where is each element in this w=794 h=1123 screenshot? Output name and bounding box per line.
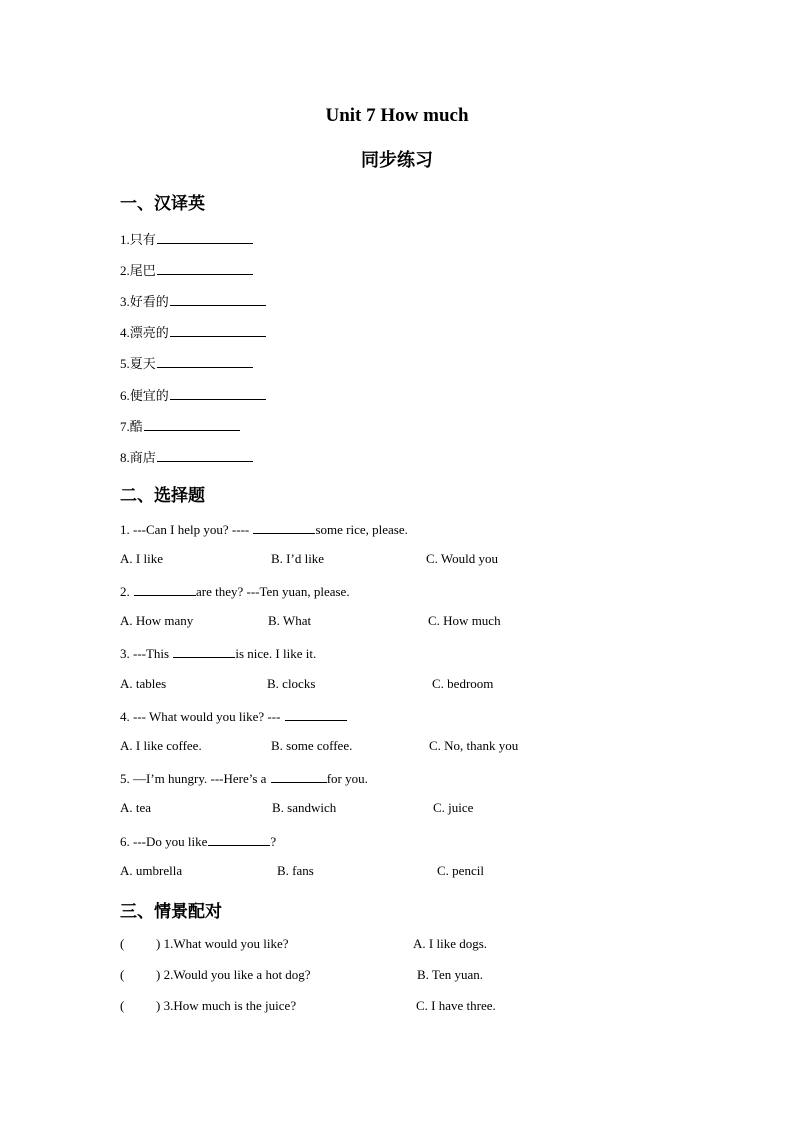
answer-bracket-close: ) <box>156 967 161 982</box>
question-text: 4. --- What would you like? --- <box>120 709 284 724</box>
question-text-tail: is nice. I like it. <box>235 646 317 661</box>
item-number: 4. <box>120 325 130 340</box>
question-text: 3. ---This <box>120 646 173 661</box>
matching-question: 1.What would you like? <box>163 936 289 951</box>
question-stem <box>120 769 368 787</box>
question-text-tail: are they? ---Ten yuan, please. <box>196 584 350 599</box>
item-number: 8. <box>120 450 130 465</box>
answer-bracket-open[interactable]: ( <box>120 936 125 951</box>
answer-blank[interactable] <box>170 292 266 306</box>
question-text: 6. ---Do you like <box>120 834 208 849</box>
item-text: 好看的 <box>129 295 169 310</box>
translation-item <box>120 260 253 279</box>
item-number: 6. <box>120 388 130 403</box>
matching-row <box>120 998 296 1014</box>
question-stem <box>120 707 347 725</box>
matching-question: 3.How much is the juice? <box>163 998 297 1013</box>
matching-answer: C. I have three. <box>416 998 496 1013</box>
item-text: 商店 <box>129 451 156 466</box>
matching-row <box>120 936 289 952</box>
question-text-tail: some rice, please. <box>315 522 408 537</box>
translation-item <box>120 229 253 248</box>
answer-blank[interactable] <box>144 417 240 431</box>
item-text: 便宜的 <box>129 389 169 404</box>
option-c[interactable]: C. No, thank you <box>429 738 519 753</box>
answer-blank[interactable] <box>157 354 253 368</box>
answer-bracket-open[interactable]: ( <box>120 967 125 982</box>
answer-blank[interactable] <box>285 707 347 721</box>
question-stem <box>120 644 316 662</box>
option-a[interactable]: A. I like coffee. <box>120 738 202 753</box>
answer-blank[interactable] <box>170 386 266 400</box>
question-text: 2. <box>120 584 133 599</box>
option-b[interactable]: B. fans <box>277 863 314 878</box>
question-stem <box>120 582 350 600</box>
item-text: 尾巴 <box>129 264 156 279</box>
page-title: Unit 7 How much <box>325 105 469 126</box>
section-heading-translation: 一、汉译英 <box>120 194 205 214</box>
item-number: 7. <box>120 419 130 434</box>
question-stem <box>120 832 276 850</box>
translation-item <box>120 385 266 404</box>
answer-bracket-close: ) <box>156 998 161 1013</box>
question-text: 5. —I’m hungry. ---Here’s a <box>120 771 270 786</box>
option-b[interactable]: B. clocks <box>267 676 316 691</box>
option-a[interactable]: A. tea <box>120 800 152 815</box>
option-c[interactable]: C. pencil <box>437 863 484 878</box>
translation-item <box>120 416 240 435</box>
section-heading-matching: 三、情景配对 <box>120 902 222 922</box>
option-c[interactable]: C. juice <box>433 800 474 815</box>
question-text: 1. ---Can I help you? ---- <box>120 522 253 537</box>
translation-item <box>120 353 253 372</box>
answer-blank[interactable] <box>173 644 235 658</box>
option-b[interactable]: B. sandwich <box>272 800 337 815</box>
option-b[interactable]: B. I’d like <box>271 551 325 566</box>
item-number: 2. <box>120 263 130 278</box>
option-c[interactable]: C. How much <box>428 613 501 628</box>
answer-bracket-close: ) <box>156 936 161 951</box>
section-heading-multiple-choice: 二、选择题 <box>120 486 205 506</box>
option-a[interactable]: A. How many <box>120 613 194 628</box>
translation-item <box>120 291 266 310</box>
item-number: 1. <box>120 232 130 247</box>
matching-answer: B. Ten yuan. <box>417 967 484 982</box>
answer-blank[interactable] <box>134 582 196 596</box>
option-b[interactable]: B. some coffee. <box>271 738 353 753</box>
option-c[interactable]: C. bedroom <box>432 676 494 691</box>
page-subtitle: 同步练习 <box>361 150 433 171</box>
answer-bracket-open[interactable]: ( <box>120 998 125 1013</box>
item-number: 3. <box>120 294 130 309</box>
question-text-tail: ? <box>270 834 277 849</box>
option-a[interactable]: A. tables <box>120 676 167 691</box>
answer-blank[interactable] <box>157 448 253 462</box>
option-b[interactable]: B. What <box>268 613 312 628</box>
item-text: 只有 <box>129 233 156 248</box>
item-text: 漂亮的 <box>129 326 169 341</box>
answer-blank[interactable] <box>170 323 266 337</box>
matching-row <box>120 967 311 983</box>
answer-blank[interactable] <box>208 832 270 846</box>
translation-item <box>120 447 253 466</box>
item-text: 夏天 <box>129 357 156 372</box>
matching-question: 2.Would you like a hot dog? <box>163 967 311 982</box>
answer-blank[interactable] <box>271 769 327 783</box>
option-a[interactable]: A. I like <box>120 551 163 566</box>
question-text-tail: for you. <box>326 771 368 786</box>
answer-blank[interactable] <box>157 230 253 244</box>
question-stem <box>120 520 408 538</box>
item-text: 酷 <box>129 420 143 435</box>
option-c[interactable]: C. Would you <box>426 551 499 566</box>
option-a[interactable]: A. umbrella <box>120 863 183 878</box>
answer-blank[interactable] <box>253 520 315 534</box>
matching-answer: A. I like dogs. <box>413 936 488 951</box>
item-number: 5. <box>120 356 130 371</box>
translation-item <box>120 322 266 341</box>
answer-blank[interactable] <box>157 261 253 275</box>
